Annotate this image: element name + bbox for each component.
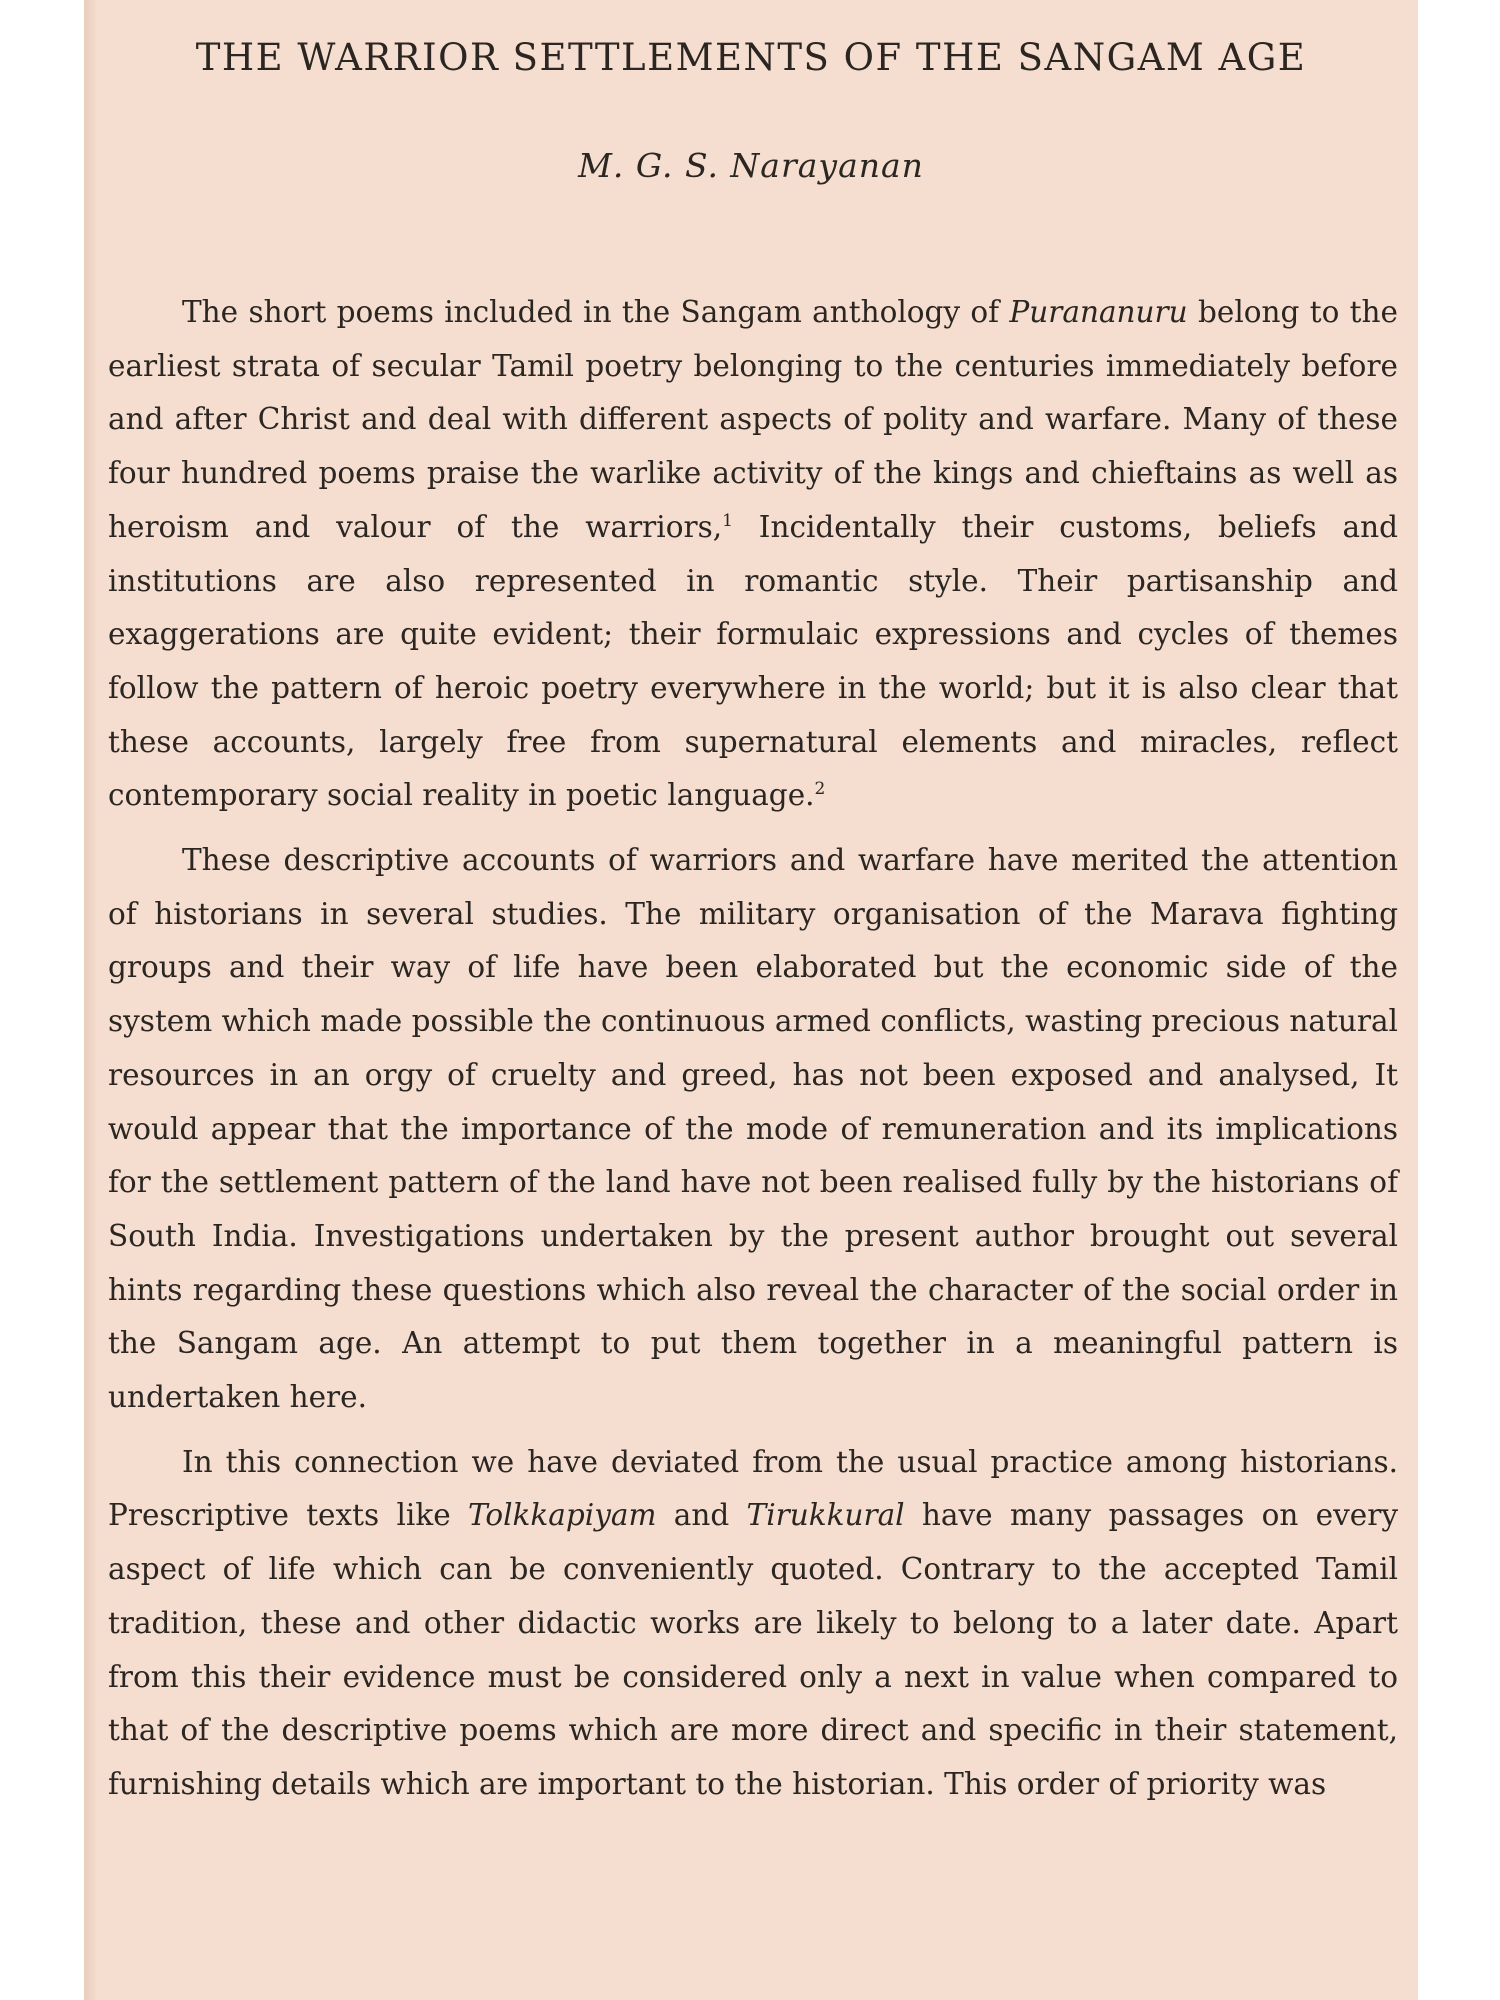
paragraph-1 [108, 286, 1398, 823]
document-page [84, 0, 1418, 2000]
footnote-marker-1: 1 [722, 510, 733, 531]
article-title: THE WARRIOR SETTLEMENTS OF THE SANGAM AGE [195, 36, 1307, 79]
paragraph-1-text-a: The short poems included in the Sangam anthology of [182, 295, 1010, 329]
article-body [108, 286, 1398, 1812]
paragraph-3-text-a: In this connection we have deviated from the usual practice among historians. Prescriptive texts like [108, 1444, 1398, 1533]
article-author: M. G. S. Narayanan [578, 146, 924, 185]
footnote-marker-2: 2 [814, 779, 826, 800]
paragraph-2: These descriptive accounts of warriors and warfare have merited the attention of historians in several studies. The military organisation of the Marava fighting groups and their way of life have been elaborated but the economic side of the system which made possible the continuous armed conflicts, wasting precious natural resources in an orgy of cruelty and greed, has not been exposed and analysed, It would appear that the importance of the mode of remuneration and its implications for the settlement pattern of the land have not been realised fully by the historians of South India. Investigations undertaken by the present author brought out several hints regarding these questions which also reveal the character of the social order in the Sangam age. An attempt to put them together in a meaningful pattern is undertaken here. [108, 843, 1398, 1415]
title-tolkkapiyam: Tolkkapiyam [467, 1498, 657, 1533]
title-purananuru: Purananuru [1009, 295, 1188, 329]
paragraph-3-text-b: and [656, 1498, 747, 1533]
paragraph-1-text-b: belong to the earliest strata of secular Tamil poetry belonging to the centuries immediately before and after Christ and deal with different aspects of polity and warfare. Many of these four hundred poems praise the warlike activity of the kings and chieftains as well as heroism and valour of the warriors, [108, 295, 1398, 544]
paragraph-1-text-c: Incidentally their customs, beliefs and institutions are also represented in romantic style. Their partisanship and exaggerations are quite evident; their formulaic expressions and cycles of themes follow the pattern of heroic poetry everywhere in the world; but it is also clear that these accounts, largely free from supernatural elements and miracles, reflect contemporary social reality in poetic language. [108, 509, 1399, 813]
paragraph-3 [108, 1436, 1398, 1812]
paragraph-3-text-c: have many passages on every aspect of life which can be conveniently quoted. Contrary to the accepted Tamil tradition, these and other didactic works are likely to belong to a later date. Apart from this their evidence must be considered only a next in value when compared to that of the descriptive poems which are more direct and specific in their statement, furnishing details which are important to the historian. This order of priority was [108, 1498, 1399, 1801]
title-tirukkural: Tirukkural [746, 1498, 905, 1533]
page-edge-shadow [84, 0, 98, 2000]
